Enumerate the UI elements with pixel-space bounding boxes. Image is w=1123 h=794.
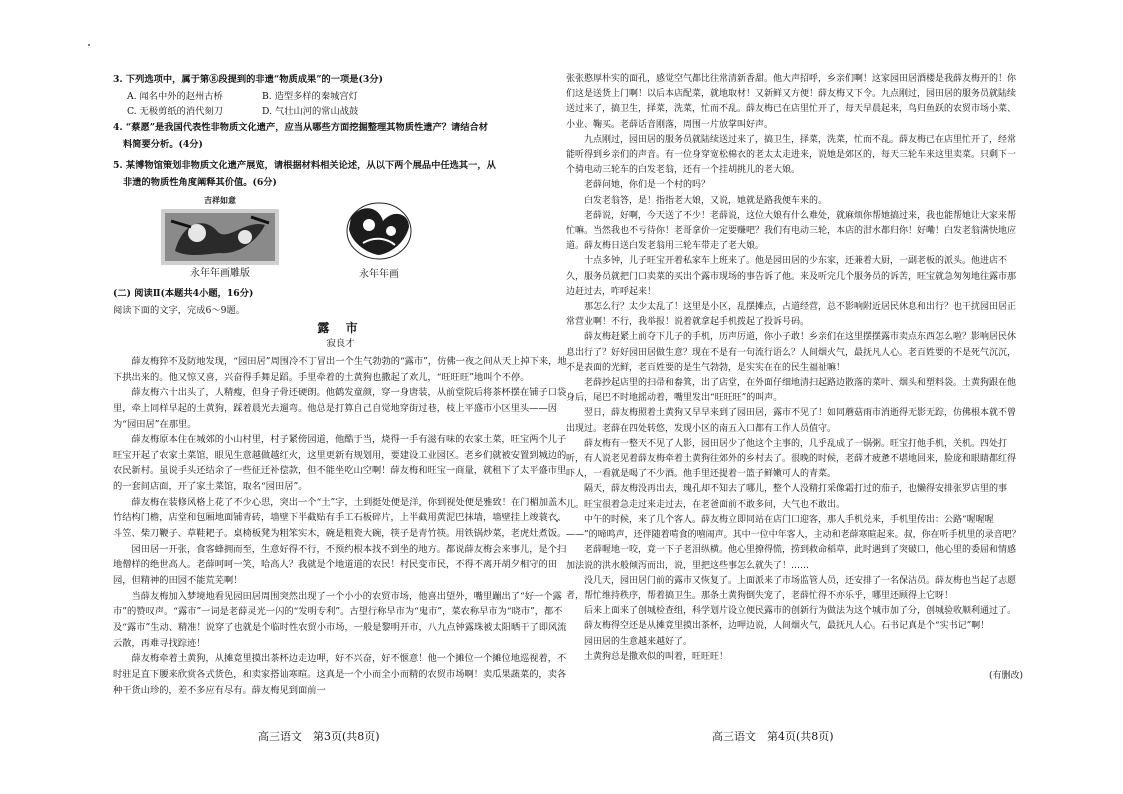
story-paragraph: 老薛问她，你们是一个村的吗？	[584, 180, 711, 191]
page-4-column	[566, 72, 1023, 684]
story-paragraph: 隔天，薛友梅没再出去，瑰孔却不知去了哪儿，整个人没精打采像霜打过的茄子，也懒得安排张罗店里的事儿。旺宝很着急走过来走过去，在老爸面前不敢多问，大气也不敢出。	[566, 484, 1008, 510]
question-4-line-2: 料简要分析。(4分)	[123, 138, 203, 150]
story-paragraph: 老薛说，好啊，今天送了不少！老薛说，这位大娘有什么难处，就麻烦你帮她搞过来，我也能帮她让大家来帮忙嘛。当然我也不亏待你！老哥拿价一定要赚吧？我们有电动三轮，本店的泔水都归你！好嘞！白发老翁满快地应道。薛友梅日送白发老翁用三轮车带走了老大娘。	[566, 210, 1017, 252]
story-paragraph: 薛友梅猝不及防地发现，“园田居”周围冷不丁冒出一个生气勃勃的“露市”，仿佛一夜之间从天上掉下来，地下拱出来的。他又惊又喜，兴奋得手舞足蹈。手里牵着的土黄狗也撒起了欢儿，“旺旺旺”地叫个不停。	[113, 355, 567, 383]
story-paragraph: 白发老翁答，是！指指老大娘，又说，她就是路我便车来的。	[584, 195, 828, 206]
option-a: A. 闻名中外的赵州古桥	[127, 90, 223, 102]
section-2-heading: (二) 阅读Ⅱ(本题共4小题，16分)	[113, 288, 254, 300]
story-paragraph: 中午的时候，来了几个客人。薛友梅立即同站在店门口迎客，那人手机兑来，手机里传出：公路“喔喔喔——”的啼鸣声，还伴随着啃食的嘻闹声。其中一位中年客人，主动和老薛寒暄起来。叔，你在听手机里的录音吧？	[566, 514, 1021, 541]
source-note: (有删改)	[988, 670, 1023, 681]
story-paragraph: 张张憨厚朴实的面孔，感觉空气都比往常清新香甜。他大声招呼，乡亲们啊！这家园田居酒楼是我薛友梅开的！你们这是送货上门啊！以后本店配菜，就地取材！又新鲜又方便！薛友梅又下令。九点刚过，园田居的服务员就陆续送过来了，搞卫生，择菜，洗菜，忙而不乱。薛友梅已在店里忙开了，每天早晨起来，鸟归鱼跃的农贸市场小菜、小业、鞠买。老薛话音刚落，周围一片放掌叫好声。	[566, 74, 1017, 130]
question-3-options	[127, 89, 568, 120]
page-3-footer: 高三语文 第3页(共8页)	[258, 730, 380, 743]
question-5-line-2: 非遗的物质性角度阐释其价值。(6分)	[123, 176, 277, 188]
story-paragraph: 后来上面来了创城检查组，科学划片设立便民露市的创新行为做法为这个城市加了分，创城验收顺利通过了。	[584, 606, 1017, 617]
page-3-column	[113, 72, 568, 698]
question-3: 3. 下列选项中，属于第⑧段提到的非遗“物质成果”的一项是(3分)	[113, 74, 383, 85]
woodblock-caption: 永年年画雕版	[190, 268, 250, 280]
new-year-painting-image	[339, 197, 419, 265]
story-paragraph: 薛友梅得空还是从摊竟里摸出茶杯，边呷边说，人间烟火气，最抚凡人心。石书记真是个“实书记”啊！	[584, 621, 990, 632]
option-c: C. 无极剪纸的消代刻刀	[127, 106, 223, 118]
story-paragraph: 当薛友梅加入梦境地看见园田居周围突然出现了一个小小的农贸市场，他喜出望外，嘴里蹦出了“好一个露市”的赞叹声。“露市”一词是老薛灵光一闪的“发明专利”。古望行称早市为“鬼市”，菜农称早市为“晓市”，都不及“露市”生动、精准！说穿了也就是个临时性农贸小市场，一般是黎明开市，八九点钟露珠被太阳晒干了即风流云散，再难寻找踪迹！	[113, 590, 567, 649]
story-paragraph: 十点多钟，儿子旺宝开着私家车上班来了。他是园田居的少东家，还兼着大厨，一副老板的派头。他进店不久，服务员就把门口卖菜的买出个露市现场的事告诉了他。来及听完几个服务员的诉苦，旺宝就急匆匆地往露市那边赶过去，咋呼起来！	[566, 256, 1017, 297]
story-paragraph: 老薛喔地一咬，竟一下子老泪纵横。他心里撩得慌，捞到救命稻草，此时遇到了突破口，他心里的委屈和情感加法说的洪水般倾泻而出，说，里把这些事怎么就失了！……	[566, 545, 1017, 571]
question-4-line-1: 4. “蔡愿”是我国代表性非物质文化遗产，应当从哪些方面挖掘整理其物质性遗产？请结合材	[113, 121, 489, 133]
story-paragraph: 薛友梅在装修风格上花了不少心思，突出一个“土”字，土到挺处便是洋，你到视处便是雅致！在门楣加盖木竹结构门檐，店堂和包厢地面铺青砖，墙壁下半截贴有手工石板碎片，上半截用黄泥巴抹墙，墙壁挂上竣蓑衣、斗笠、柴刀鞭子、草鞋耙子。桌椅板凳为粗笨实木，碗是粗瓷大碗，筷子是青竹筷。用铁锅炒菜，老虎灶煮饭。	[113, 496, 567, 540]
exhibit-images	[161, 194, 568, 283]
exhibit-woodblock	[161, 194, 279, 282]
story-paragraph: 薛友梅牵着土黄狗，从摊竟里摸出茶杯边走边呷，好不兴奋，好不惬意！他一个摊位一个摊位地巡视着，不时驻足直下腰来欣赏各式货色，和卖家搭讪寒暄。这真是一个小而全小而精的农贸市场啊！卖瓜果蔬菜的，卖各种干货山珍的，差不多应有尽有。薛友梅见到面前一	[113, 653, 567, 696]
woodblock-stamp: 吉祥如意	[204, 194, 236, 205]
story-paragraph: 园田居的生意越来越好了。	[584, 636, 693, 647]
story-paragraph: 九点刚过，园田居的服务员就陆续送过来了，搞卫生，择菜，洗菜，忙而不乱。薛友梅已在店里忙开了，经常能听得到乡亲们的声音。有一位身穿宽松棉衣的老太太走进来，说她是郊区的，每天三轮车来这里卖菜。只剩下一个骑电动三轮车的白发老翁，还有一个挂胡挑儿的老大娘。	[566, 134, 1017, 176]
story-paragraph: 园田居一开张，食客蜂拥而至，生意好得不行，不预约根本找不到坐的地方。都说薛友梅会来事儿，是个扫地僧样的绝世高人。老薛呵呵一笑，哈高人？我就是个地道道的农民！村民变市民，不得不离开胡夕相守的田园，但精神的田园不能荒芜啊！	[113, 543, 567, 587]
option-b: B. 造型多样的秦城宫灯	[262, 90, 358, 102]
story-title: 露 市	[317, 320, 364, 335]
story-paragraph: 翌日，薛友梅照着土黄狗又早早来到了园田居，露市不见了！如同蘑菇雨市消逝得无影无踪，仿佛根本就不曾出现过。老薛在四处转悠，发现小区的南五入口都有工作人员值守。	[566, 408, 1017, 434]
page-4-footer: 高三语文 第4页(共8页)	[712, 730, 834, 743]
story-paragraph: 那怎么行？太少太乱了！这里是小区，乱摆摊点，占道经营，总不影响附近居民休息和出行？也干扰园田居正常营业啊！不行，我举报！说着就拿起手机拨起了投诉号码。	[566, 302, 1017, 328]
question-5-line-1: 5. 某博物馆策划非物质文化遗产展览，请根据材料相关论述，从以下两个展品中任选其一，从	[113, 160, 496, 172]
painting-caption: 永年年画	[359, 268, 399, 280]
section-2-instruction: 阅读下面的文字，完成6～9题。	[113, 304, 246, 316]
story-paragraph: 薛友梅六十出头了，人精瘦，但身子骨还硬朗。他鹤发童颜，穿一身唐装，从前堂院后将茶杯摆在铺子口袋里，牵上同样早起的土黄狗，踩着晨光去遛弯。他总是打算自己自觉地穿街过巷，枝上平盛市小区里头——因为“园田居”在那里。	[113, 387, 567, 430]
story-paragraph: 没几天，园田居门前的露市又恢复了。上面派来了市场监管人员，还安排了一名保洁员。薛友梅也当起了志愿者，帮忙维持秩序，帮着搞卫生。那条土黄狗倒失宠了，老薛忙得不亦乐乎，哪里还顾得上它呀！	[566, 575, 1017, 601]
story-paragraph: 薛友梅有一整天不见了人影，园田居少了他这个主事的，几乎乱成了一锅粥。旺宝打他手机，关机。四处打听，有人说老见着薛友梅牵着土黄狗往郊外的乡村去了。很晚的时候，老薛才疲惫不堪地回来，脸庞和眼睛都红得吓人，一看就是喝了不少酒。他手里还提着一篮子鲜嫩可人的青菜。	[566, 438, 1017, 480]
story-author: 寂良才	[326, 338, 355, 350]
story-paragraph: 土黄狗总是撒欢似的叫着，旺旺旺！	[584, 651, 729, 662]
story-paragraph: 老薛抄起店里的扫帚和畚箕，出了店堂，在外面仔细地清扫起路边散落的菜叶、烟头和塑料袋。土黄狗跟在他身后，尾巴不时地摇动着，嘴里发出“旺旺旺”的叫声。	[566, 378, 1017, 404]
option-d: D. 气壮山河的常山战鼓	[262, 106, 359, 118]
scan-speck	[88, 44, 90, 46]
story-paragraph: 薛友梅原本住在城郊的小山村里，村子紧傍园道，他酷于当，烧得一手有滋有味的农家土菜，旺宝两个儿子旺宝开起了农家土菜馆，眼见生意越做越红火，这里更新有规划用，要建设工业园区。老乡们就被安置到城边的农民新村。虽说手头还结余了一些征迁补偿款，但不能坐吃山空啊！薛友梅和旺宝一商量，就租下了太平盛市里的一套间店面，开了家土菜馆，取名“园田居”。	[113, 434, 567, 493]
exhibit-new-year-painting	[339, 197, 419, 283]
story-paragraph: 薛友梅赶紧上前夺下儿子的手机，历声厉道，你小子敢！乡亲们在这里摆摆露市卖点东西怎么啦？影响居民休息出行了？好好园田居做生意？现在不是有一句流行语么？人间烟火气，最抚凡人心。老百姓要的不是死气沉沉，不是表面的光鲜，老百姓要的是生气勃勃，是实实在在的民生福祉嘛！	[566, 332, 1017, 373]
